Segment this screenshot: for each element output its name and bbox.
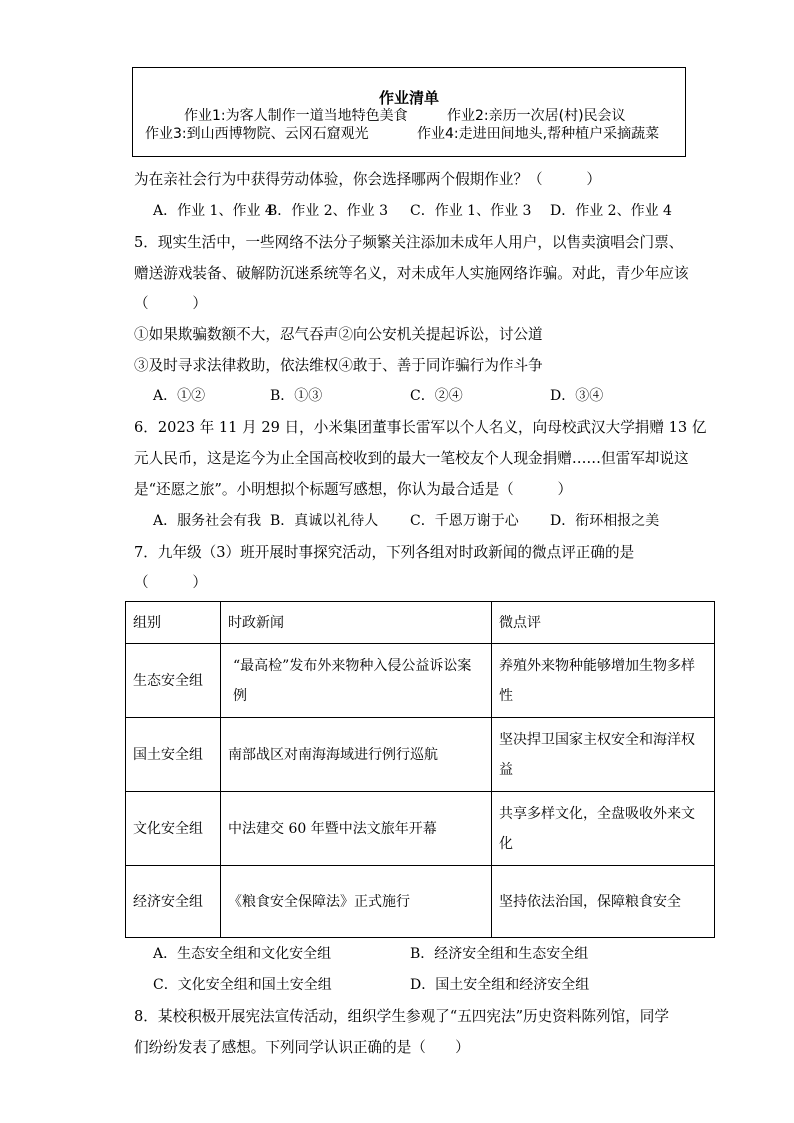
homework-list-box [132, 67, 686, 157]
header-group: 组别 [126, 602, 221, 644]
homework-list-title: 作业清单 [378, 89, 439, 107]
q4-option-a: A．作业 1、作业 4 [153, 203, 274, 219]
table-cell-group: 国土安全组 [126, 718, 221, 792]
q6-option-b: B．真诚以礼待人 [270, 513, 379, 529]
q5-stem-line-2: 赠送游戏装备、破解防沉迷系统等名义，对未成年人实施网络诈骗。对此，青少年应该 [134, 265, 689, 282]
q6-option-d: D．衔环相报之美 [550, 513, 660, 529]
table-row [126, 718, 715, 792]
q6-stem-line-1: 6．2023 年 11 月 29 日，小米集团董事长雷军以个人名义，向母校武汉大学捐赠 13 亿 [134, 419, 707, 436]
q5-items-line-1: ①如果欺骗数额不大，忍气吞声②向公安机关提起诉讼，讨公道 [134, 326, 543, 343]
homework-1: 作业1:为客人制作一道当地特色美食 [184, 108, 408, 124]
q5-option-d: D．③④ [550, 388, 604, 404]
q7-option-a: A．生态安全组和文化安全组 [153, 946, 332, 962]
q7-option-d: D．国土安全组和经济安全组 [410, 977, 590, 993]
table-cell-news: 中法建交 60 年暨中法文旅年开幕 [221, 792, 492, 866]
table-cell-news: 《粮食安全保障法》正式施行 [221, 866, 492, 938]
header-comment: 微点评 [492, 602, 715, 644]
table-cell-comment: 共享多样文化，全盘吸收外来文化 [492, 792, 715, 866]
q5-items-line-2: ③及时寻求法律救助，依法维权④敢于、善于同诈骗行为作斗争 [134, 357, 543, 374]
table-cell-news: 南部战区对南海海域进行例行巡航 [221, 718, 492, 792]
table-cell-comment: 养殖外来物种能够增加生物多样性 [492, 644, 715, 718]
q7-stem-line-1: 7．九年级（3）班开展时事探究活动，下列各组对时政新闻的微点评正确的是 [134, 544, 635, 561]
q4-option-c: C．作业 1、作业 3 [410, 203, 532, 219]
homework-3: 作业3:到山西博物院、云冈石窟观光 [145, 126, 369, 142]
q8-stem-line-1: 8．某校积极开展宪法宣传活动，组织学生参观了“五四宪法”历史资料陈列馆，同学 [134, 1008, 669, 1025]
q4-option-d: D．作业 2、作业 4 [550, 203, 672, 219]
table-cell-news: “最高检”发布外来物种入侵公益诉讼案例 [221, 644, 492, 718]
q4-stem: 为在亲社会行为中获得劳动体验，你会选择哪两个假期作业？（ ） [134, 171, 602, 188]
q7-option-c: C．文化安全组和国土安全组 [153, 977, 332, 993]
homework-2: 作业2:亲历一次居(村)民会议 [447, 108, 626, 124]
table-cell-group: 经济安全组 [126, 866, 221, 938]
table-cell-comment: 坚决捍卫国家主权安全和海洋权益 [492, 718, 715, 792]
q5-option-c: C．②④ [410, 388, 463, 404]
table-cell-group: 生态安全组 [126, 644, 221, 718]
q6-stem-line-3: 是“还愿之旅”。小明想拟个标题写感想，你认为最合适是（ ） [134, 481, 573, 498]
q6-stem-line-2: 元人民币，这是迄今为止全国高校收到的最大一笔校友个人现金捐赠……但雷军却说这 [134, 450, 689, 467]
q5-stem-line-1: 5．现实生活中，一些网络不法分子频繁关注添加未成年人用户，以售卖演唱会门票、 [134, 234, 684, 251]
q5-answer-blank: （ ） [134, 295, 207, 312]
homework-4: 作业4:走进田间地头,帮种植户采摘蔬菜 [417, 126, 660, 142]
q5-option-b: B．①③ [270, 388, 323, 404]
q7-option-b: B．经济安全组和生态安全组 [410, 946, 589, 962]
q8-stem-line-2: 们纷纷发表了感想。下列同学认识正确的是（ ） [134, 1039, 470, 1056]
q6-option-a: A．服务社会有我 [153, 513, 262, 529]
q6-option-c: C．千恩万谢于心 [410, 513, 519, 529]
table-cell-group: 文化安全组 [126, 792, 221, 866]
table-row [126, 866, 715, 938]
q7-answer-blank: （ ） [134, 574, 207, 591]
table-row [126, 792, 715, 866]
table-row [126, 644, 715, 718]
q5-option-a: A．①② [153, 388, 206, 404]
q4-option-b: B．作业 2、作业 3 [267, 203, 389, 219]
header-news: 时政新闻 [221, 602, 492, 644]
table-cell-comment: 坚持依法治国，保障粮食安全 [492, 866, 715, 938]
news-comment-table [125, 601, 715, 938]
table-header-row [126, 602, 715, 644]
